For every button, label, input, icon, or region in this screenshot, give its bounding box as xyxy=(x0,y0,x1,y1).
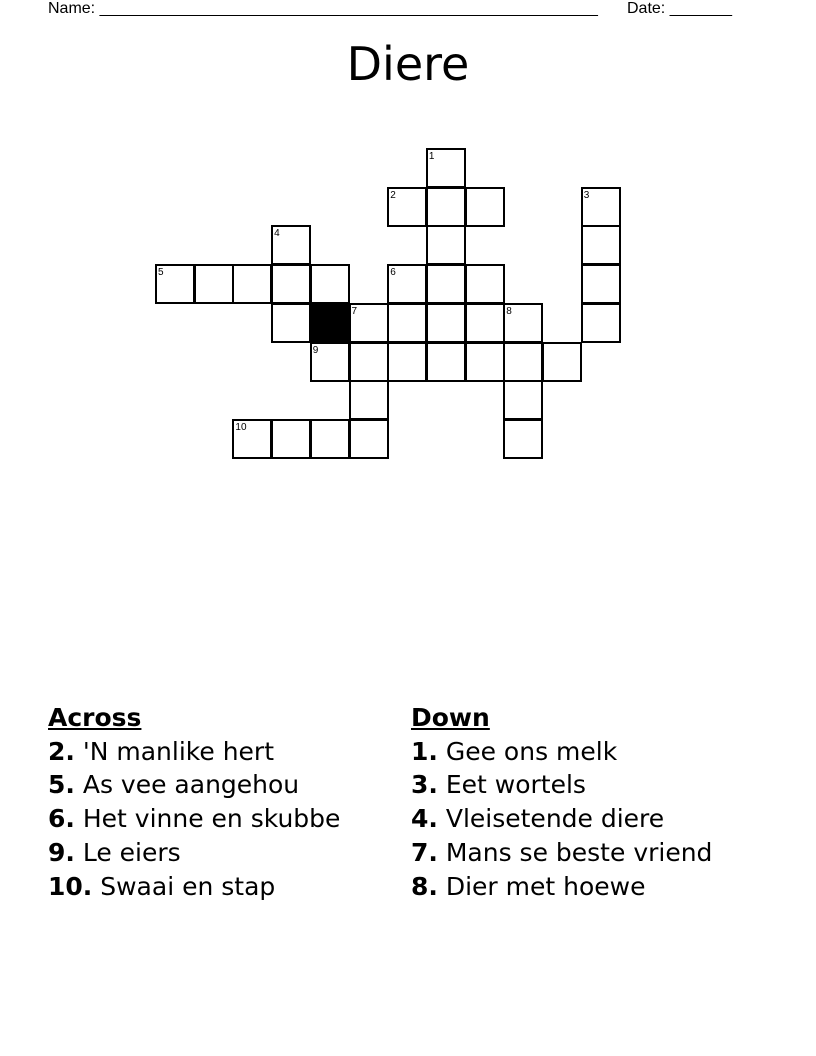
across-clue xyxy=(48,768,340,802)
grid-cell[interactable] xyxy=(426,303,466,343)
grid-cell[interactable] xyxy=(581,225,621,265)
grid-cell[interactable] xyxy=(426,264,466,304)
down-clues xyxy=(411,701,712,903)
grid-cell[interactable] xyxy=(349,380,389,420)
across-heading: Across xyxy=(48,703,142,732)
grid-cell[interactable] xyxy=(426,148,466,188)
grid-cell[interactable] xyxy=(426,225,466,265)
grid-cell[interactable] xyxy=(387,342,427,382)
clue-number: 9. xyxy=(48,837,75,867)
grid-cell[interactable] xyxy=(349,303,389,343)
cell-number: 10 xyxy=(235,421,247,433)
clue-text: Het vinne en skubbe xyxy=(74,804,341,834)
cell-number: 2 xyxy=(390,189,396,201)
clue-number: 1. xyxy=(411,736,438,766)
grid-cell[interactable] xyxy=(271,264,311,304)
grid-cell[interactable] xyxy=(503,419,543,459)
across-clue xyxy=(48,735,340,769)
across-clue xyxy=(48,836,340,870)
clue-text: Mans se beste vriend xyxy=(437,837,713,867)
across-clues xyxy=(48,701,340,903)
grid-cell[interactable] xyxy=(155,264,195,304)
down-clue xyxy=(411,735,712,769)
grid-cell[interactable] xyxy=(232,264,272,304)
grid-cell[interactable] xyxy=(310,419,350,459)
clue-text: Swaai en stap xyxy=(92,871,276,901)
clue-text: As vee aangehou xyxy=(74,770,300,800)
date-field: Date: _______ xyxy=(627,0,732,17)
clue-number: 10. xyxy=(48,871,93,901)
cell-number: 9 xyxy=(312,344,319,356)
grid-cell[interactable] xyxy=(503,342,543,382)
clue-text: Eet wortels xyxy=(437,770,586,800)
crossword-grid xyxy=(0,0,816,500)
cell-number: 6 xyxy=(390,267,396,279)
clue-number: 3. xyxy=(411,770,438,800)
grid-cell[interactable] xyxy=(232,419,272,459)
black-square xyxy=(310,303,350,343)
clue-text: Le eiers xyxy=(74,837,181,867)
grid-cell[interactable] xyxy=(542,342,582,382)
grid-cell[interactable] xyxy=(581,187,621,227)
clue-text: Dier met hoewe xyxy=(437,871,646,901)
grid-cell[interactable] xyxy=(271,303,311,343)
down-clue xyxy=(411,802,712,836)
clue-text: 'N manlike hert xyxy=(74,736,275,766)
grid-cell[interactable] xyxy=(581,303,621,343)
grid-cell[interactable] xyxy=(310,342,350,382)
grid-cell[interactable] xyxy=(426,187,466,227)
grid-cell[interactable] xyxy=(387,264,427,304)
clue-text: Vleisetende diere xyxy=(437,804,665,834)
grid-cell[interactable] xyxy=(465,342,505,382)
down-clue xyxy=(411,870,712,904)
grid-cell[interactable] xyxy=(194,264,234,304)
clue-number: 5. xyxy=(48,770,75,800)
grid-cell[interactable] xyxy=(387,187,427,227)
clue-number: 2. xyxy=(48,736,75,766)
cell-number: 3 xyxy=(583,189,590,201)
down-clue xyxy=(411,836,712,870)
down-clue xyxy=(411,768,712,802)
grid-cell[interactable] xyxy=(465,187,505,227)
grid-cell[interactable] xyxy=(465,264,505,304)
grid-cell[interactable] xyxy=(426,342,466,382)
puzzle-title: Diere xyxy=(346,37,470,91)
cell-number: 7 xyxy=(351,305,358,317)
cell-number: 5 xyxy=(158,267,164,279)
cell-number: 8 xyxy=(506,305,512,317)
grid-cell[interactable] xyxy=(271,419,311,459)
down-heading: Down xyxy=(411,703,490,732)
grid-cell[interactable] xyxy=(349,419,389,459)
clue-number: 8. xyxy=(411,871,438,901)
clue-number: 7. xyxy=(411,837,438,867)
clue-text: Gee ons melk xyxy=(437,736,618,766)
grid-cell[interactable] xyxy=(349,342,389,382)
grid-cell[interactable] xyxy=(465,303,505,343)
grid-cell[interactable] xyxy=(271,225,311,265)
grid-cell[interactable] xyxy=(387,303,427,343)
grid-cell[interactable] xyxy=(503,380,543,420)
grid-cell[interactable] xyxy=(503,303,543,343)
clue-number: 6. xyxy=(48,804,75,834)
grid-cell[interactable] xyxy=(310,264,350,304)
grid-cell[interactable] xyxy=(581,264,621,304)
cell-number: 1 xyxy=(428,151,435,162)
across-clue xyxy=(48,802,340,836)
across-clue xyxy=(48,870,340,904)
name-field: Name: ________________________________________________________ xyxy=(48,0,598,17)
clue-number: 4. xyxy=(411,804,438,834)
cell-number: 4 xyxy=(274,228,280,240)
